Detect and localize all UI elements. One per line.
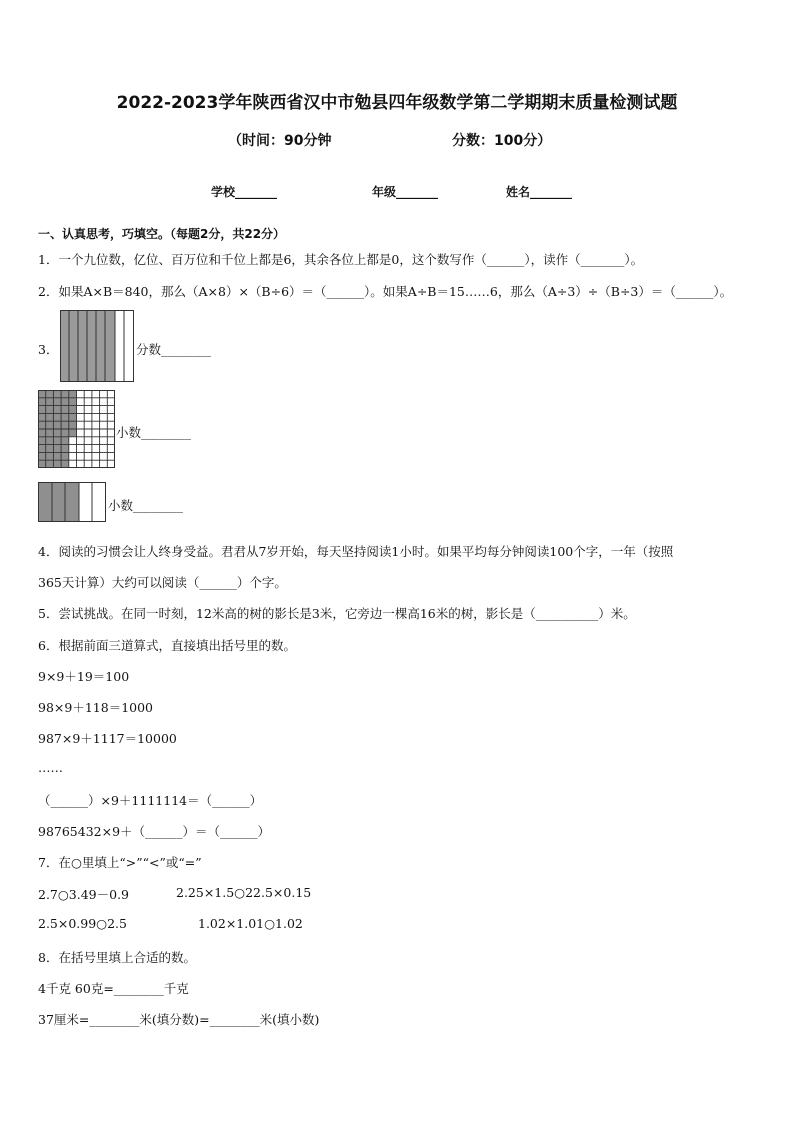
- question-6-blank-1: （______）×9＋1111114＝（______）: [38, 793, 263, 808]
- question-6-ellipsis: ……: [38, 760, 63, 775]
- question-7: 7．在○里填上“>”“<”或“=”: [38, 855, 202, 870]
- name-field: 姓名_______: [506, 185, 573, 199]
- question-7-item-c: 2.5×0.99○2.5: [38, 916, 127, 931]
- question-1: 1．一个九位数，亿位、百万位和千位上都是6，其余各位上都是0，这个数写作（______），读作（_______）。: [38, 252, 644, 267]
- question-3-number: 3．: [38, 342, 59, 357]
- question-4-line-1: 4．阅读的习惯会让人终身受益。君君从7岁开始，每天坚持阅读1小时。如果平均每分钟阅读100个字，一年（按照: [38, 544, 674, 559]
- school-field: 学校_______: [211, 185, 278, 199]
- fraction-answer-label: 分数________: [136, 342, 212, 357]
- exam-time: （时间：90分钟: [228, 133, 332, 149]
- question-7-item-b: 2.25×1.5○22.5×0.15: [176, 885, 312, 900]
- fraction-strip-figure: [60, 310, 134, 382]
- question-7-item-d: 1.02×1.01○1.02: [198, 916, 303, 931]
- section-heading: 一、认真思考，巧填空。（每题2分，共22分）: [38, 227, 286, 241]
- question-8-item-b: 37厘米=________米(填分数)=________米(填小数): [38, 1012, 320, 1027]
- question-4-line-2: 365天计算）大约可以阅读（______）个字。: [38, 575, 287, 590]
- decimal-answer-label-2: 小数________: [108, 498, 184, 513]
- question-8: 8．在括号里填上合适的数。: [38, 950, 196, 965]
- question-5: 5．尝试挑战。在同一时刻，12米高的树的影长是3米，它旁边一棵高16米的树，影长是（__________）米。: [38, 606, 636, 621]
- tenths-strip-figure: [38, 482, 106, 522]
- question-6-equation-2: 98×9＋118＝1000: [38, 700, 154, 715]
- exam-title: 2022-2023学年陕西省汉中市勉县四年级数学第二学期期末质量检测试题: [116, 93, 678, 113]
- grade-field: 年级_______: [372, 185, 439, 199]
- question-7-item-a: 2.7○3.49－0.9: [38, 887, 129, 902]
- question-6: 6．根据前面三道算式，直接填出括号里的数。: [38, 638, 296, 653]
- question-6-equation-1: 9×9＋19＝100: [38, 669, 130, 684]
- question-8-item-a: 4千克 60克=________千克: [38, 981, 189, 996]
- question-6-blank-2: 98765432×9＋（______）＝（______）: [38, 824, 271, 839]
- question-2: 2．如果A×B＝840，那么（A×8）×（B÷6）＝（______）。如果A÷B＝15……6，那么（A÷3）÷（B÷3）＝（______）。: [38, 284, 733, 299]
- exam-score: 分数：100分）: [452, 133, 552, 149]
- hundred-grid-figure: [38, 390, 115, 468]
- question-6-equation-3: 987×9＋1117＝10000: [38, 731, 177, 746]
- decimal-answer-label-1: 小数________: [116, 425, 192, 440]
